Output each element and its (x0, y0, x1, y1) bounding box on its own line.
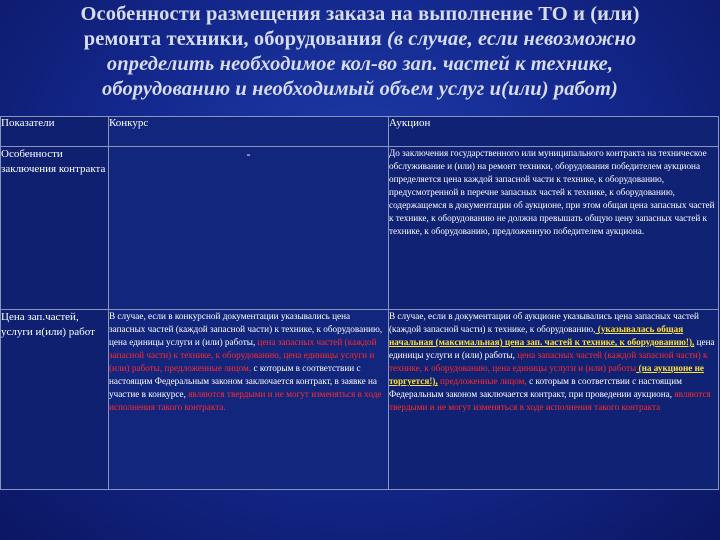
row1-konkurs-cell: - (109, 147, 389, 310)
konkurs-text-red-2: являются твердыми и не могут изменяться в ходе исполнения такого контракта. (109, 389, 382, 412)
title-line-2-bold: ремонта техники, оборудования (83, 28, 382, 50)
konkurs-text-1: В случае, если в конкурсной документации указывались цена запасных частей (каждой запасной части) к технике, к оборудованию, цена единицы услуги и (или) работы, (109, 311, 383, 347)
auction-text-2: цена единицы услуги и (или) работы, (389, 337, 715, 360)
auction-text-red-3: являются твердыми и не могут изменяться в ходе исполнения такого контракта (389, 389, 711, 412)
konkurs-text-2: с которым в соответствии с настоящим Федеральным законом заключается контракт, в заявке на участие в конкурсе, (109, 363, 377, 399)
auction-text-red-2: предложенные лицом, (437, 376, 527, 386)
auction-text-red-1: цена запасных частей (каждой запасной части) к технике, к оборудованию, цена единицы услуги и (или) работы (389, 350, 708, 373)
row1-auction-cell: До заключения государственного или муниципального контракта на техническое обслуживание и (или) на ремонт техники, оборудования победителем аукциона определяется цена каждой запасной части к технике, к оборудованию, предусмотренной в перечне запасных частей к технике, к оборудованию, содержащемся в документации об аукционе, при этом общая цена запасных частей к технике, к оборудованию не должна превышать общую цену запасных частей к технике, к оборудованию, предложенную победителем аукциона. (389, 147, 719, 310)
header-auction: Аукцион (389, 117, 719, 147)
row2-auction-cell (389, 310, 719, 490)
auction-text-1: В случае, если в документации об аукционе указывались цена запасных частей (каждой запасной части) к технике, к оборудованию, (389, 311, 699, 334)
row-label-price: Цена зап.частей, услуги и(или) работ (1, 310, 109, 490)
auction-text-yellow-2: (на аукционе не торгуется!), (389, 363, 704, 386)
row2-konkurs-cell (109, 310, 389, 490)
row-label-contract: Особенности заключения контракта (1, 147, 109, 310)
header-indicators: Показатели (1, 117, 109, 147)
header-konkurs: Конкурс (109, 117, 389, 147)
konkurs-text-red-1: цена запасных частей (каждой запасной части) к технике, к оборудованию, цена единицы услуги и (или) работы, предложенные лицом, (109, 337, 377, 373)
table-row (1, 147, 719, 310)
auction-text-yellow-1: (указывалась общая начальная (максимальная) цена зап. частей к технике, к оборудованию!), (389, 324, 695, 347)
title-line-1: Особенности размещения заказа на выполнение ТО и (или) (80, 3, 640, 25)
title-line-2-italic: (в случае, если невозможно (381, 28, 637, 50)
auction-text-3: с которым в соответствии с настоящим Федеральным законом заключается контракт, при проведении аукциона, (389, 376, 682, 399)
title-line-2 (0, 27, 720, 52)
title-line-3: определить необходимое кол-во зап. частей к технике, (106, 53, 614, 75)
comparison-table (0, 116, 719, 490)
table-header-row (1, 117, 719, 147)
table-row (1, 310, 719, 490)
title-line-4: оборудованию и необходимый объем услуг и(или) работ) (102, 78, 618, 100)
slide-title (0, 2, 720, 102)
